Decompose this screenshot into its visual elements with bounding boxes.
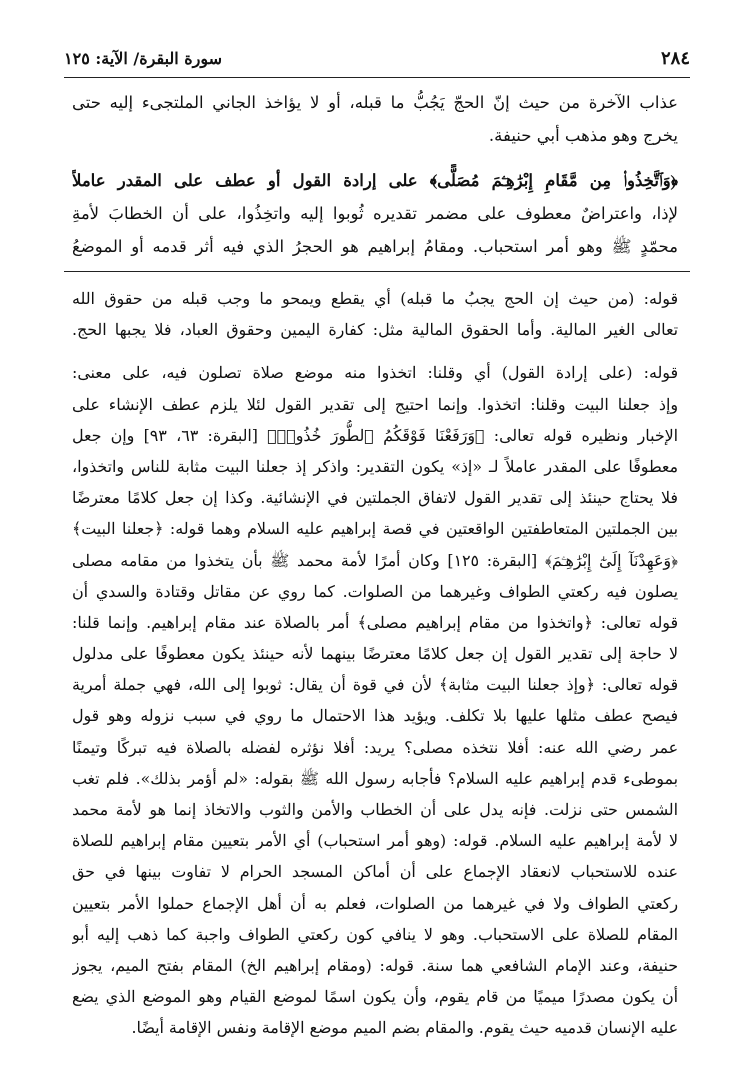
commentary-line: قوله تعالى: ﴿وإذ جعلنا البيت مثابة﴾ لأن في قوة أن يقال: ثوبوا إلى الله، فهي جملة أمرية — [72, 675, 678, 695]
commentary-line: الشمس حتى نزلت. فإنه يدل على أن الخطاب والأمن والثوب والاتخاذ إنما هو لأمة محمد — [72, 800, 678, 819]
header-divider — [64, 77, 690, 78]
commentary-line: الإخبار ونظيره قوله تعالى: ﴿وَرَفَعْنَا فَوْقَكُمُ ٱلطُّورَ خُذُوا۟﴾ [البقرة: ٦٣، ٩٣] وإن جعل — [72, 425, 678, 445]
commentary-line: تعالى الغير المالية. وأما الحقوق المالية مثل: كفارة اليمين وحقوق العباد، فلا يجبها الحج. — [72, 320, 678, 340]
commentary-line: قوله: (على إرادة القول) أي وقلنا: اتخذوا منه موضع صلاة تصلون فيه، على معنى: — [72, 363, 678, 383]
running-header — [64, 44, 690, 72]
commentary-line: فلا يحتاج حينئذ إلى تقدير القول لاتفاق الجملتين في الإنشائية. وكذا إن جعل كلامًا معترضًا — [72, 488, 678, 508]
commentary-line: بين الجملتين المتعاطفتين الواقعتين في قصة إبراهيم عليه السلام وهما قوله: ﴿جعلنا البيت﴾ — [72, 519, 678, 539]
commentary-line: لا حاجة إلى تقدير القول إن جعل كلامًا معترضًا بينهما لأنه حينئذ يكون معطوفًا على مدلول — [72, 644, 678, 664]
commentary-line: عنده للاستحباب لانعقاد الإجماع على أن أماكن المسجد الحرام لا تفاوت بينها في حق — [72, 862, 678, 882]
commentary-line: ﴿وَعَهِدْنَآ إِلَىٰٓ إِبْرَٰهِـۧمَ﴾ [البقرة: ١٢٥] وكان أمرًا لأمة محمد ﷺ بأن يتخذوا من مقامه مصلى — [72, 550, 678, 570]
sura-verse-title: سورة البقرة/ الآية: ١٢٥ — [64, 48, 223, 68]
main-text-line: محمّدٍ ﷺ وهو أمر استحباب. ومقامُ إبراهيم هو الحجرُ الذي فيه أثر قدمه أو الموضعُ — [72, 237, 678, 256]
commentary-block — [72, 283, 678, 1044]
main-text-line: يخرج وهو مذهب أبي حنيفة. — [488, 126, 678, 145]
commentary-line: لا لأمة إبراهيم عليه السلام. قوله: (وهو أمر استحباب) أي الأمر بتعيين مقام إبراهيم للصلاة — [72, 831, 678, 851]
commentary-line: قوله تعالى: ﴿واتخذوا من مقام إبراهيم مصلى﴾ أمر بالصلاة عند مقام إبراهيم. وإنما قلنا: — [72, 612, 678, 632]
page-number: ٢٨٤ — [660, 47, 690, 69]
commentary-line: حنيفة، وعند الإمام الشافعي هما سنة. قوله: (ومقام إبراهيم الخ) المقام بفتح الميم، يجوز — [72, 955, 678, 975]
commentary-line: فيصح عطف مثلها عليها بلا تكلف. ويؤيد هذا الاحتمال ما روي في سبب نزوله وهو قول — [72, 706, 678, 726]
commentary-line: أن يكون مصدرًا ميميًا من قام يقوم، وأن يكون اسمًا لموضع القيام وهو الموضع الذي يضع — [72, 987, 678, 1007]
main-text-line: لإذا، واعتراضٌ معطوف على مضمر تقديره ثُوبوا إليه واتخِذُوا، على أن الخطابَ لأمةِ — [72, 204, 678, 223]
main-text-line: عذاب الآخرة من حيث إنّ الحجّ يَجُبُّ ما قبله، أو لا يؤاخذ الجاني الملتجىء إليه حتى — [72, 93, 678, 112]
commentary-divider — [64, 271, 690, 272]
commentary-line: يصلون فيه ركعتي الطواف وغيرهما من الصلوات. كما روي عن مقاتل وقتادة والسدي أن — [72, 581, 678, 601]
commentary-line: قوله: (من حيث إن الحج يجبُ ما قبله) أي يقطع ويمحو ما وجب قبله من حقوق الله — [72, 289, 678, 308]
main-text-line: ﴿وَٱتَّخِذُوا۟ مِن مَّقَامِ إِبْرَٰهِـۧمَ مُصَلًّى﴾ على إرادة القول أو عطف على المقدر عاملاً — [72, 171, 678, 190]
main-text-block — [72, 86, 678, 263]
commentary-line: عليه الإنسان قدميه حيث يقوم. والمقام بضم الميم موضع الإقامة ونفس الإقامة أيضًا. — [131, 1018, 678, 1038]
commentary-line: عمر رضي الله عنه: أفلا نتخذه مصلى؟ يريد: أفلا نؤثره لفضله بالصلاة فيه تبركًا وتيمنًا — [72, 737, 678, 757]
commentary-line: وإذ جعلنا البيت وقلنا: اتخذوا. وإنما احتيج إلى تقدير القول لئلا يلزم عطف الإنشاء على — [72, 394, 678, 414]
commentary-line: المقام للصلاة على الاستحباب. وهو لا ينافي كون ركعتي الطواف واجبة كما ذهب إليه أبو — [72, 924, 678, 944]
commentary-line: بموطىء قدم إبراهيم عليه السلام؟ فأجابه رسول الله ﷺ بقوله: «لم أؤمر بذلك». فلم تغب — [72, 768, 678, 788]
commentary-line: معطوفًا على المقدر عاملاً لـ «إذ» يكون التقدير: واذكر إذ جعلنا البيت مثابة للناس واتخذوا، — [72, 456, 678, 476]
commentary-line: ركعتي الطواف ولا في غيرهما من الصلوات، فعلم به أن أهل الإجماع حملوا الأمر بتعيين — [72, 893, 678, 913]
